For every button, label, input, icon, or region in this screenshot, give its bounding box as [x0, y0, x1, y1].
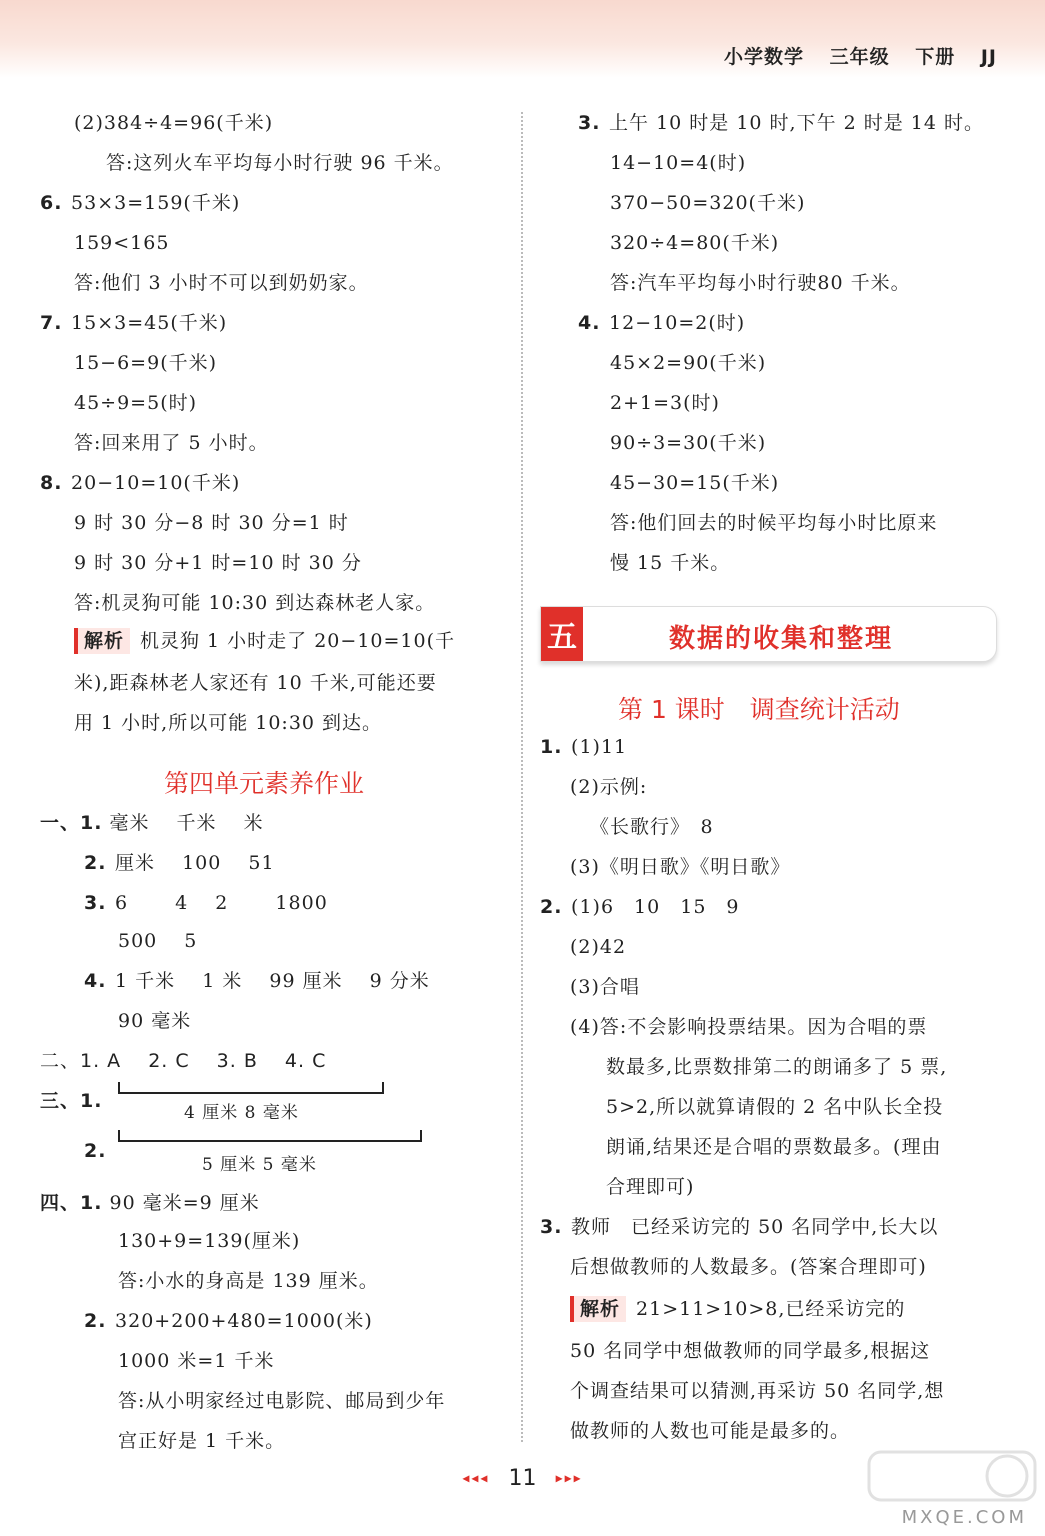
- watermark-text: MXQE.COM: [901, 1507, 1027, 1528]
- answer-line: (2)示例:: [570, 776, 648, 798]
- left-arrows-icon: ◂◂◂: [462, 1470, 490, 1487]
- analysis-line: 米),距森林老人家还有 10 千米,可能还要: [74, 672, 437, 694]
- answer-line: 90 毫米=9 厘米: [109, 1192, 260, 1214]
- question-number: 4.: [84, 970, 107, 992]
- answer-line: 慢 15 千米。: [610, 552, 731, 574]
- answer-line: 厘米 100 51: [115, 852, 275, 874]
- header-volume: 下册: [915, 46, 956, 68]
- answer-line: 答:回来用了 5 小时。: [74, 432, 269, 454]
- answer-line: 答:从小明家经过电影院、邮局到少年: [118, 1390, 446, 1412]
- unit-title: 数据的收集和整理: [669, 624, 894, 654]
- answer-line: (1)6 10 15 9: [571, 896, 740, 918]
- answer-line: (3)合唱: [570, 976, 640, 998]
- segment-label: 4 厘米 8 毫米: [184, 1103, 299, 1123]
- question-number: 6.: [40, 192, 63, 214]
- question-number: 三、1.: [40, 1090, 103, 1112]
- answer-line: 320+200+480=1000(米): [115, 1310, 373, 1332]
- answer-line: 45÷9=5(时): [74, 392, 198, 414]
- part-4-item-1: [40, 1190, 260, 1216]
- answer-line: 毫米 千米 米: [109, 812, 264, 834]
- question-8: [40, 470, 240, 496]
- answer-2: [540, 894, 740, 920]
- answer-line: (2)42: [570, 936, 627, 958]
- part-1-item-4: [84, 968, 430, 994]
- answer-line: (3)《明日歌》《明日歌》: [570, 856, 791, 878]
- answer-line: (2)384÷4=96(千米): [74, 112, 274, 134]
- answer-line: (4)答:不会影响投票结果。因为合唱的票: [570, 1016, 928, 1038]
- answer-line: 答:机灵狗可能 10:30 到达森林老人家。: [74, 592, 436, 614]
- answer-line: 宫正好是 1 千米。: [118, 1430, 286, 1452]
- answer-1: [540, 734, 627, 760]
- question-4: [578, 310, 745, 336]
- answer-line: 后想做教师的人数最多。(答案合理即可): [570, 1256, 927, 1278]
- header-subject: 小学数学: [723, 46, 804, 68]
- right-arrows-icon: ▸▸▸: [555, 1470, 583, 1487]
- question-number: 4.: [578, 312, 601, 334]
- answer-line: 53×3=159(千米): [71, 192, 241, 214]
- part-2: 二、1. A 2. C 3. B 4. C: [40, 1050, 327, 1072]
- part-4-item-2: [84, 1308, 373, 1334]
- answer-line: 朗诵,结果还是合唱的票数最多。(理由: [606, 1136, 942, 1158]
- answer-line: 14−10=4(时): [610, 152, 747, 174]
- unit-number-badge: 五: [541, 607, 583, 661]
- answer-line: 答:他们回去的时候平均每小时比原来: [610, 512, 938, 534]
- answer-line: 20−10=10(千米): [71, 472, 241, 494]
- question-number: 一、1.: [40, 812, 103, 834]
- analysis-label: 解析: [570, 1296, 626, 1322]
- answer-line: 《长歌行》 8: [590, 816, 714, 838]
- answer-line: 合理即可): [606, 1176, 695, 1198]
- part-1-item-1: [40, 810, 264, 836]
- question-number: 1.: [540, 736, 563, 758]
- question-7: [40, 310, 227, 336]
- question-number: 2.: [84, 852, 107, 874]
- header-grade: 三年级: [829, 46, 890, 68]
- analysis-line: 做教师的人数也可能是最多的。: [570, 1420, 851, 1442]
- question-number: 四、1.: [40, 1192, 103, 1214]
- answer-line: (1)11: [571, 736, 628, 758]
- analysis-block: [74, 628, 455, 654]
- answer-line: 1000 米=1 千米: [118, 1350, 275, 1372]
- answer-line: 90 毫米: [118, 1010, 192, 1032]
- answer-line: 6 4 2 1800: [115, 892, 328, 914]
- analysis-line: 个调查结果可以猜测,再采访 50 名同学,想: [570, 1380, 945, 1402]
- answer-line: 45−30=15(千米): [610, 472, 780, 494]
- analysis-line: 50 名同学中想做教师的同学最多,根据这: [570, 1340, 931, 1362]
- analysis-line: 机灵狗 1 小时走了 20−10=10(千: [140, 630, 456, 652]
- answer-line: 上午 10 时是 10 时,下午 2 时是 14 时。: [609, 112, 985, 134]
- part-3-item-1: [40, 1088, 102, 1114]
- answer-line: 5>2,所以就算请假的 2 名中队长全投: [606, 1096, 944, 1118]
- question-number: 2.: [540, 896, 563, 918]
- page-header: [706, 42, 997, 69]
- unit-banner: [540, 606, 997, 662]
- answer-3: [540, 1214, 938, 1240]
- answer-line: 130+9=139(厘米): [118, 1230, 301, 1252]
- answer-line: 12−10=2(时): [609, 312, 746, 334]
- answer-line: 2+1=3(时): [610, 392, 720, 414]
- part-1-item-3: [84, 890, 328, 916]
- answer-line: 15−6=9(千米): [74, 352, 218, 374]
- analysis-line: 用 1 小时,所以可能 10:30 到达。: [74, 712, 383, 734]
- part-1-item-2: [84, 850, 275, 876]
- line-segment: [118, 1082, 384, 1094]
- answer-line: 教师 已经采访完的 50 名同学中,长大以: [571, 1216, 939, 1238]
- question-number: 3.: [540, 1216, 563, 1238]
- answer-line: 1 千米 1 米 99 厘米 9 分米: [115, 970, 430, 992]
- analysis-label: 解析: [74, 628, 130, 654]
- page-number: 11: [508, 1466, 537, 1491]
- answer-line: 15×3=45(千米): [71, 312, 228, 334]
- answer-line: 9 时 30 分−8 时 30 分=1 时: [74, 512, 349, 534]
- answer-line: 500 5: [118, 930, 198, 952]
- analysis-line: 21>11>10>8,已经采访完的: [636, 1298, 906, 1320]
- answer-line: 320÷4=80(千米): [610, 232, 780, 254]
- answer-line: 答:他们 3 小时不可以到奶奶家。: [74, 272, 369, 294]
- answer-line: 159<165: [74, 232, 170, 254]
- question-number: 2.: [84, 1310, 107, 1332]
- answer-line: 90÷3=30(千米): [610, 432, 767, 454]
- lesson-title: 第 1 课时 调查统计活动: [618, 695, 900, 724]
- part-3-item-2: [84, 1138, 108, 1164]
- answer-line: 答:这列火车平均每小时行驶 96 千米。: [106, 152, 454, 174]
- line-segment: [118, 1130, 422, 1142]
- answer-line: 答:汽车平均每小时行驶80 千米。: [610, 272, 911, 294]
- answer-line: 45×2=90(千米): [610, 352, 767, 374]
- question-number: 7.: [40, 312, 63, 334]
- analysis-block: [570, 1296, 905, 1322]
- section-title: 第四单元素养作业: [164, 769, 365, 798]
- answer-line: 9 时 30 分+1 时=10 时 30 分: [74, 552, 362, 574]
- answer-line: 数最多,比票数排第二的朗诵多了 5 票,: [606, 1056, 948, 1078]
- question-number: 2.: [84, 1140, 107, 1162]
- question-3: [578, 110, 984, 136]
- header-edition: JJ: [980, 46, 997, 68]
- answer-line: 答:小水的身高是 139 厘米。: [118, 1270, 379, 1292]
- answer-line: 370−50=320(千米): [610, 192, 806, 214]
- question-number: 3.: [84, 892, 107, 914]
- column-divider: [521, 112, 523, 1442]
- segment-label: 5 厘米 5 毫米: [202, 1155, 317, 1175]
- question-6: [40, 190, 240, 216]
- question-number: 8.: [40, 472, 63, 494]
- question-number: 3.: [578, 112, 601, 134]
